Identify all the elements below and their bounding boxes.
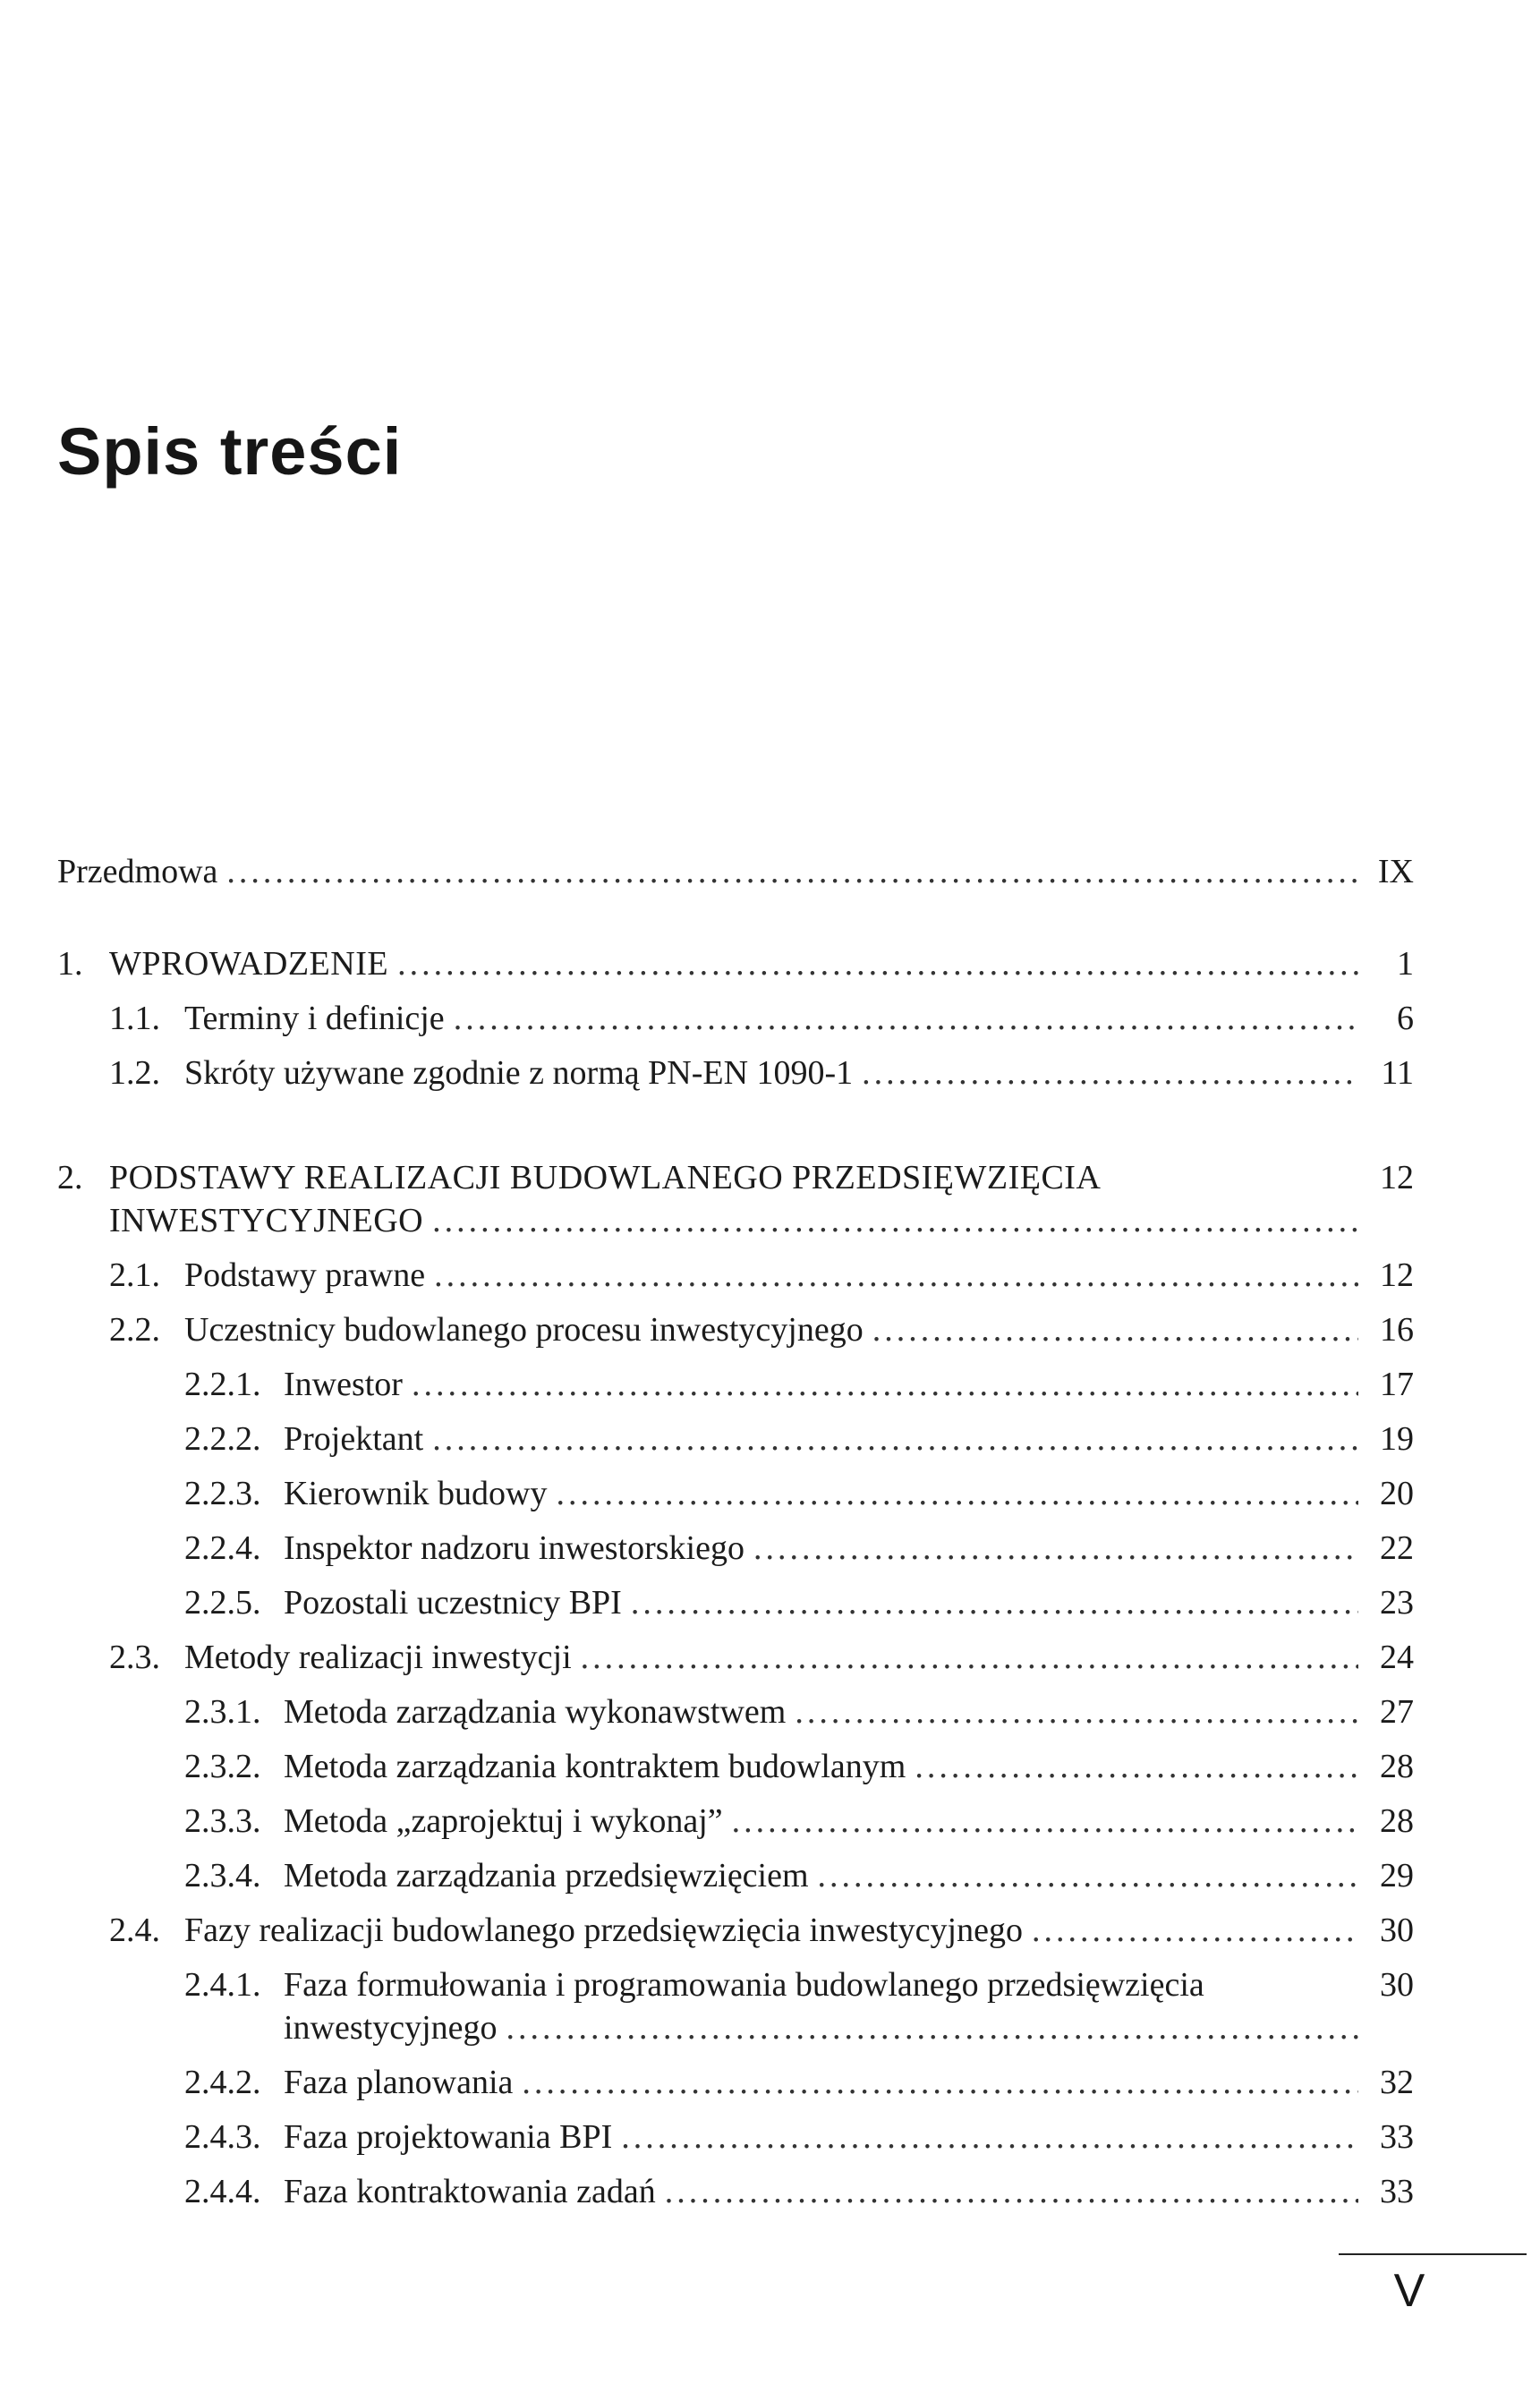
toc-entry-number: 2.3.1. <box>184 1693 261 1731</box>
dot-leader <box>434 1254 1358 1297</box>
toc-entry-page: 33 <box>1380 2118 1414 2156</box>
toc-entry-page: 27 <box>1380 1693 1414 1731</box>
toc-entry-page: 24 <box>1380 1639 1414 1676</box>
toc-entry-page: 30 <box>1380 1966 1414 2004</box>
dot-leader <box>397 942 1358 985</box>
toc-entry-page: 29 <box>1380 1857 1414 1894</box>
toc-entry-title: Terminy i definicje <box>184 1000 445 1037</box>
dot-leader <box>454 997 1358 1040</box>
toc-entry-number: 2.4.2. <box>184 2064 261 2101</box>
toc-entry-page: 12 <box>1380 1256 1414 1294</box>
toc-entry-title: Metody realizacji inwestycji <box>184 1639 572 1676</box>
toc-entry-2-3-2[interactable] <box>57 1745 1414 1800</box>
dot-leader <box>432 1199 1358 1242</box>
toc-entry-2-2-2[interactable] <box>57 1418 1414 1472</box>
dot-leader <box>665 2170 1358 2213</box>
toc-entry-number: 1. <box>57 945 83 983</box>
toc-entry-title-line-1: PODSTAWY REALIZACJI BUDOWLANEGO PRZEDSIĘWZIĘCIA <box>109 1159 1102 1196</box>
toc-entry-title: WPROWADZENIE <box>109 945 389 983</box>
toc-entry-title: Przedmowa <box>57 853 218 890</box>
toc-entry-number: 2.4.1. <box>184 1966 261 2004</box>
toc-entry-title: Metoda zarządzania przedsięwzięciem <box>284 1857 809 1894</box>
page-number: V <box>1393 2265 1425 2317</box>
page-title: Spis treści <box>57 414 403 489</box>
toc-entry-page: 19 <box>1380 1420 1414 1458</box>
toc-entry-number: 2.4.3. <box>184 2118 261 2156</box>
dot-leader <box>915 1745 1358 1788</box>
toc-entry-title: Projektant <box>284 1420 424 1458</box>
toc-entry-page: 11 <box>1381 1054 1414 1092</box>
toc-entry-page: 6 <box>1397 1000 1414 1037</box>
dot-leader <box>556 1472 1358 1515</box>
toc-entry-title: Faza projektowania BPI <box>284 2118 613 2156</box>
toc-entry-2-4[interactable] <box>57 1909 1414 1963</box>
toc-entry-page: 17 <box>1380 1366 1414 1403</box>
toc-entry-page: 23 <box>1380 1584 1414 1622</box>
toc-entry-number: 2.1. <box>109 1256 160 1294</box>
toc-entry-number: 1.1. <box>109 1000 160 1037</box>
toc-entry-title: Skróty używane zgodnie z normą PN-EN 1090-1 <box>184 1054 854 1092</box>
toc-entry-number: 2.2.2. <box>184 1420 261 1458</box>
toc-entry-title: Pozostali uczestnicy BPI <box>284 1584 622 1622</box>
toc-entry-2-4-1[interactable] <box>57 1963 1414 2061</box>
toc-entry-page: 28 <box>1380 1748 1414 1785</box>
toc-entry-title: Uczestnicy budowlanego procesu inwestycyjnego <box>184 1311 864 1349</box>
dot-leader <box>818 1854 1358 1897</box>
toc-entry-page: 20 <box>1380 1475 1414 1512</box>
dot-leader <box>753 1527 1358 1570</box>
dot-leader <box>522 2061 1358 2104</box>
toc-entry-title-line-1: Faza formułowania i programowania budowlanego przedsięwzięcia <box>284 1966 1204 2004</box>
toc-entry-title: Fazy realizacji budowlanego przedsięwzięcia inwestycyjnego <box>184 1911 1023 1949</box>
toc-entry-number: 2.2.3. <box>184 1475 261 1512</box>
toc-entry-number: 2.3.2. <box>184 1748 261 1785</box>
toc-entry-2-3-3[interactable] <box>57 1800 1414 1854</box>
toc-entry-1-1[interactable] <box>57 997 1414 1052</box>
toc-entry-title: Metoda zarządzania kontraktem budowlanym <box>284 1748 906 1785</box>
toc-entry-number: 2.4.4. <box>184 2173 261 2210</box>
toc-entry-page: IX <box>1377 853 1414 890</box>
toc-entry-2-3-1[interactable] <box>57 1690 1414 1745</box>
toc-entry-number: 2.4. <box>109 1911 160 1949</box>
toc-entry-chapter-1[interactable] <box>57 942 1414 997</box>
footer-rule <box>1339 2253 1527 2255</box>
dot-leader <box>506 2006 1358 2049</box>
toc-entry-title: Kierownik budowy <box>284 1475 548 1512</box>
toc-entry-2-2[interactable] <box>57 1308 1414 1363</box>
dot-leader <box>872 1308 1358 1351</box>
dot-leader <box>795 1690 1358 1733</box>
toc-entry-1-2[interactable] <box>57 1052 1414 1106</box>
dot-leader <box>1032 1909 1358 1952</box>
toc-entry-title: Faza kontraktowania zadań <box>284 2173 656 2210</box>
dot-leader <box>862 1052 1358 1094</box>
dot-leader <box>226 850 1358 893</box>
toc-entry-title-line-2: inwestycyjnego <box>284 2009 498 2047</box>
toc-entry-number: 2.2.5. <box>184 1584 261 1622</box>
toc-entry-2-4-2[interactable] <box>57 2061 1414 2116</box>
toc-entry-title-line-2: INWESTYCYJNEGO <box>109 1202 424 1239</box>
toc-entry-number: 2.2.4. <box>184 1529 261 1567</box>
toc-entry-page: 16 <box>1380 1311 1414 1349</box>
toc-entry-number: 2.3.4. <box>184 1857 261 1894</box>
toc-entry-przedmowa[interactable] <box>57 850 1414 905</box>
toc-entry-title: Podstawy prawne <box>184 1256 426 1294</box>
toc-entry-page: 28 <box>1380 1802 1414 1840</box>
toc-entry-title: Metoda zarządzania wykonawstwem <box>284 1693 787 1731</box>
toc-entry-2-2-4[interactable] <box>57 1527 1414 1581</box>
dot-leader <box>631 1581 1358 1624</box>
toc-entry-2-1[interactable] <box>57 1254 1414 1308</box>
toc-entry-2-3[interactable] <box>57 1636 1414 1690</box>
table-of-contents <box>57 850 1414 2225</box>
dot-leader <box>412 1363 1358 1406</box>
toc-entry-2-4-4[interactable] <box>57 2170 1414 2225</box>
toc-entry-chapter-2[interactable] <box>57 1156 1414 1254</box>
dot-leader <box>432 1418 1358 1460</box>
toc-entry-title: Metoda „zaprojektuj i wykonaj” <box>284 1802 723 1840</box>
toc-entry-number: 2. <box>57 1159 83 1196</box>
toc-entry-page: 30 <box>1380 1911 1414 1949</box>
toc-entry-number: 2.2. <box>109 1311 160 1349</box>
toc-entry-title: Faza planowania <box>284 2064 514 2101</box>
dot-leader <box>732 1800 1358 1843</box>
toc-entry-page: 33 <box>1380 2173 1414 2210</box>
toc-entry-page: 12 <box>1380 1159 1414 1196</box>
dot-leader <box>581 1636 1358 1679</box>
toc-entry-number: 2.2.1. <box>184 1366 261 1403</box>
toc-entry-page: 1 <box>1397 945 1414 983</box>
toc-entry-title: Inspektor nadzoru inwestorskiego <box>284 1529 744 1567</box>
toc-entry-number: 2.3.3. <box>184 1802 261 1840</box>
toc-entry-2-2-5[interactable] <box>57 1581 1414 1636</box>
toc-entry-2-4-3[interactable] <box>57 2116 1414 2170</box>
toc-entry-number: 2.3. <box>109 1639 160 1676</box>
toc-entry-2-3-4[interactable] <box>57 1854 1414 1909</box>
toc-entry-title: Inwestor <box>284 1366 403 1403</box>
toc-entry-page: 22 <box>1380 1529 1414 1567</box>
toc-entry-page: 32 <box>1380 2064 1414 2101</box>
dot-leader <box>621 2116 1358 2158</box>
toc-entry-2-2-3[interactable] <box>57 1472 1414 1527</box>
toc-entry-number: 1.2. <box>109 1054 160 1092</box>
toc-entry-2-2-1[interactable] <box>57 1363 1414 1418</box>
